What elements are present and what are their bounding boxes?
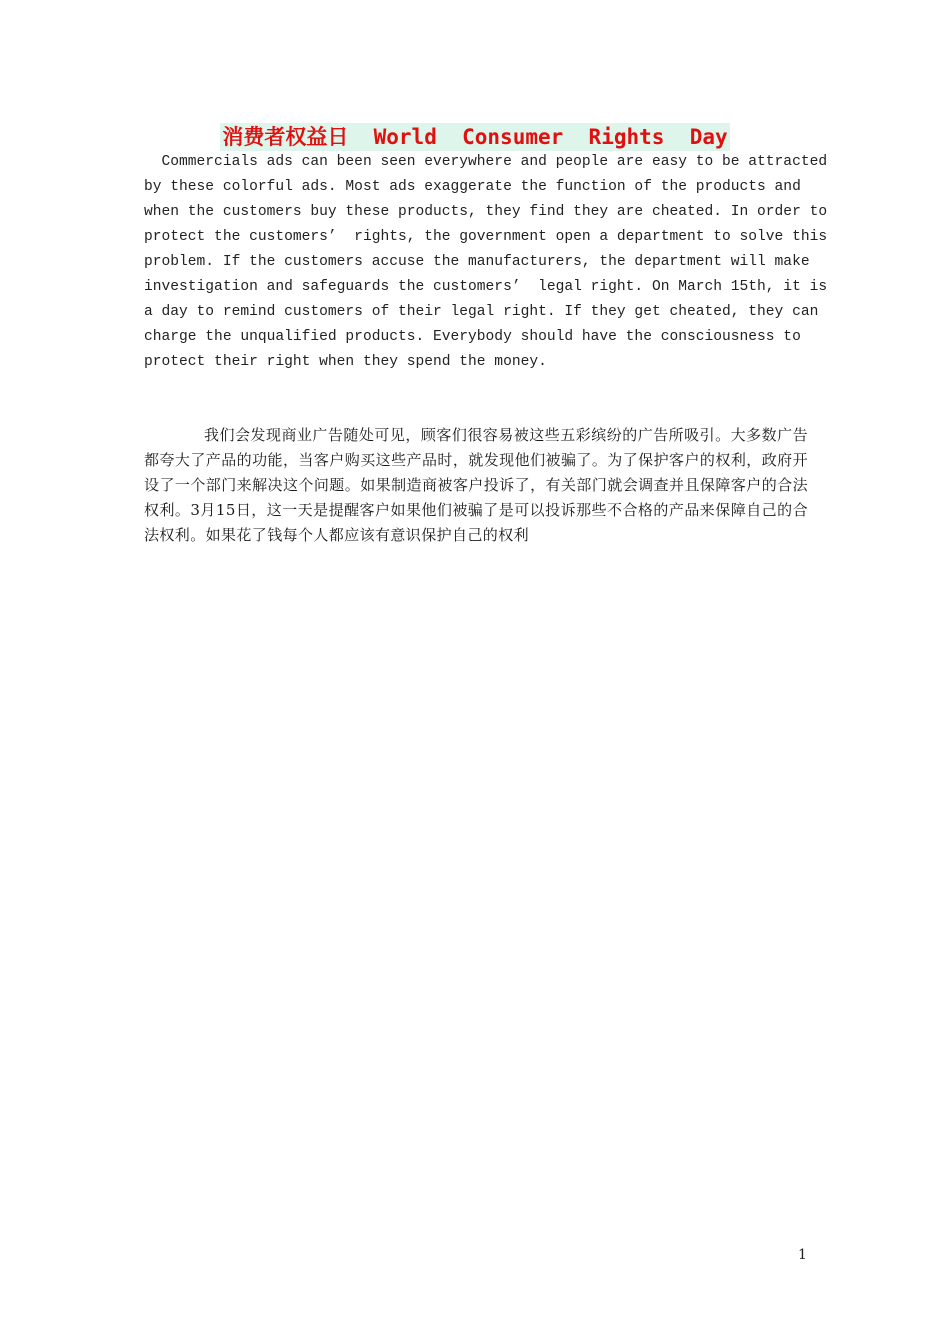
title-container (0, 123, 950, 151)
page-number: 1 (798, 1247, 807, 1263)
document-title: 消费者权益日 World Consumer Rights Day (222, 125, 728, 149)
chinese-paragraph: 我们会发现商业广告随处可见，顾客们很容易被这些五彩缤纷的广告所吸引。大多数广告都夸大了产品的功能，当客户购买这些产品时，就发现他们被骗了。为了保护客户的权利，政府开设了一个部门来解决这个问题。如果制造商被客户投诉了，有关部门就会调查并且保障客户的合法权利。3月15日，这一天是提醒客户如果他们被骗了是可以投诉那些不合格的产品来保障自己的合法权利。如果花了钱每个人都应该有意识保护自己的权利 (144, 426, 808, 544)
english-paragraph: Commercials ads can been seen everywhere and people are easy to be attracted by these colorful ads. Most ads exaggerate the function of the products and when the customers buy these products, they find they are cheated. In order to protect the customers’ rights, the government open a department to solve this problem. If the customers accuse the manufacturers, the department will make investigation and safeguards the customers’ legal right. On March 15th, it is a day to remind customers of their legal right. If they get cheated, they can charge the unqualified products. Everybody should have the consciousness to protect their right when they spend the money. (144, 154, 828, 370)
